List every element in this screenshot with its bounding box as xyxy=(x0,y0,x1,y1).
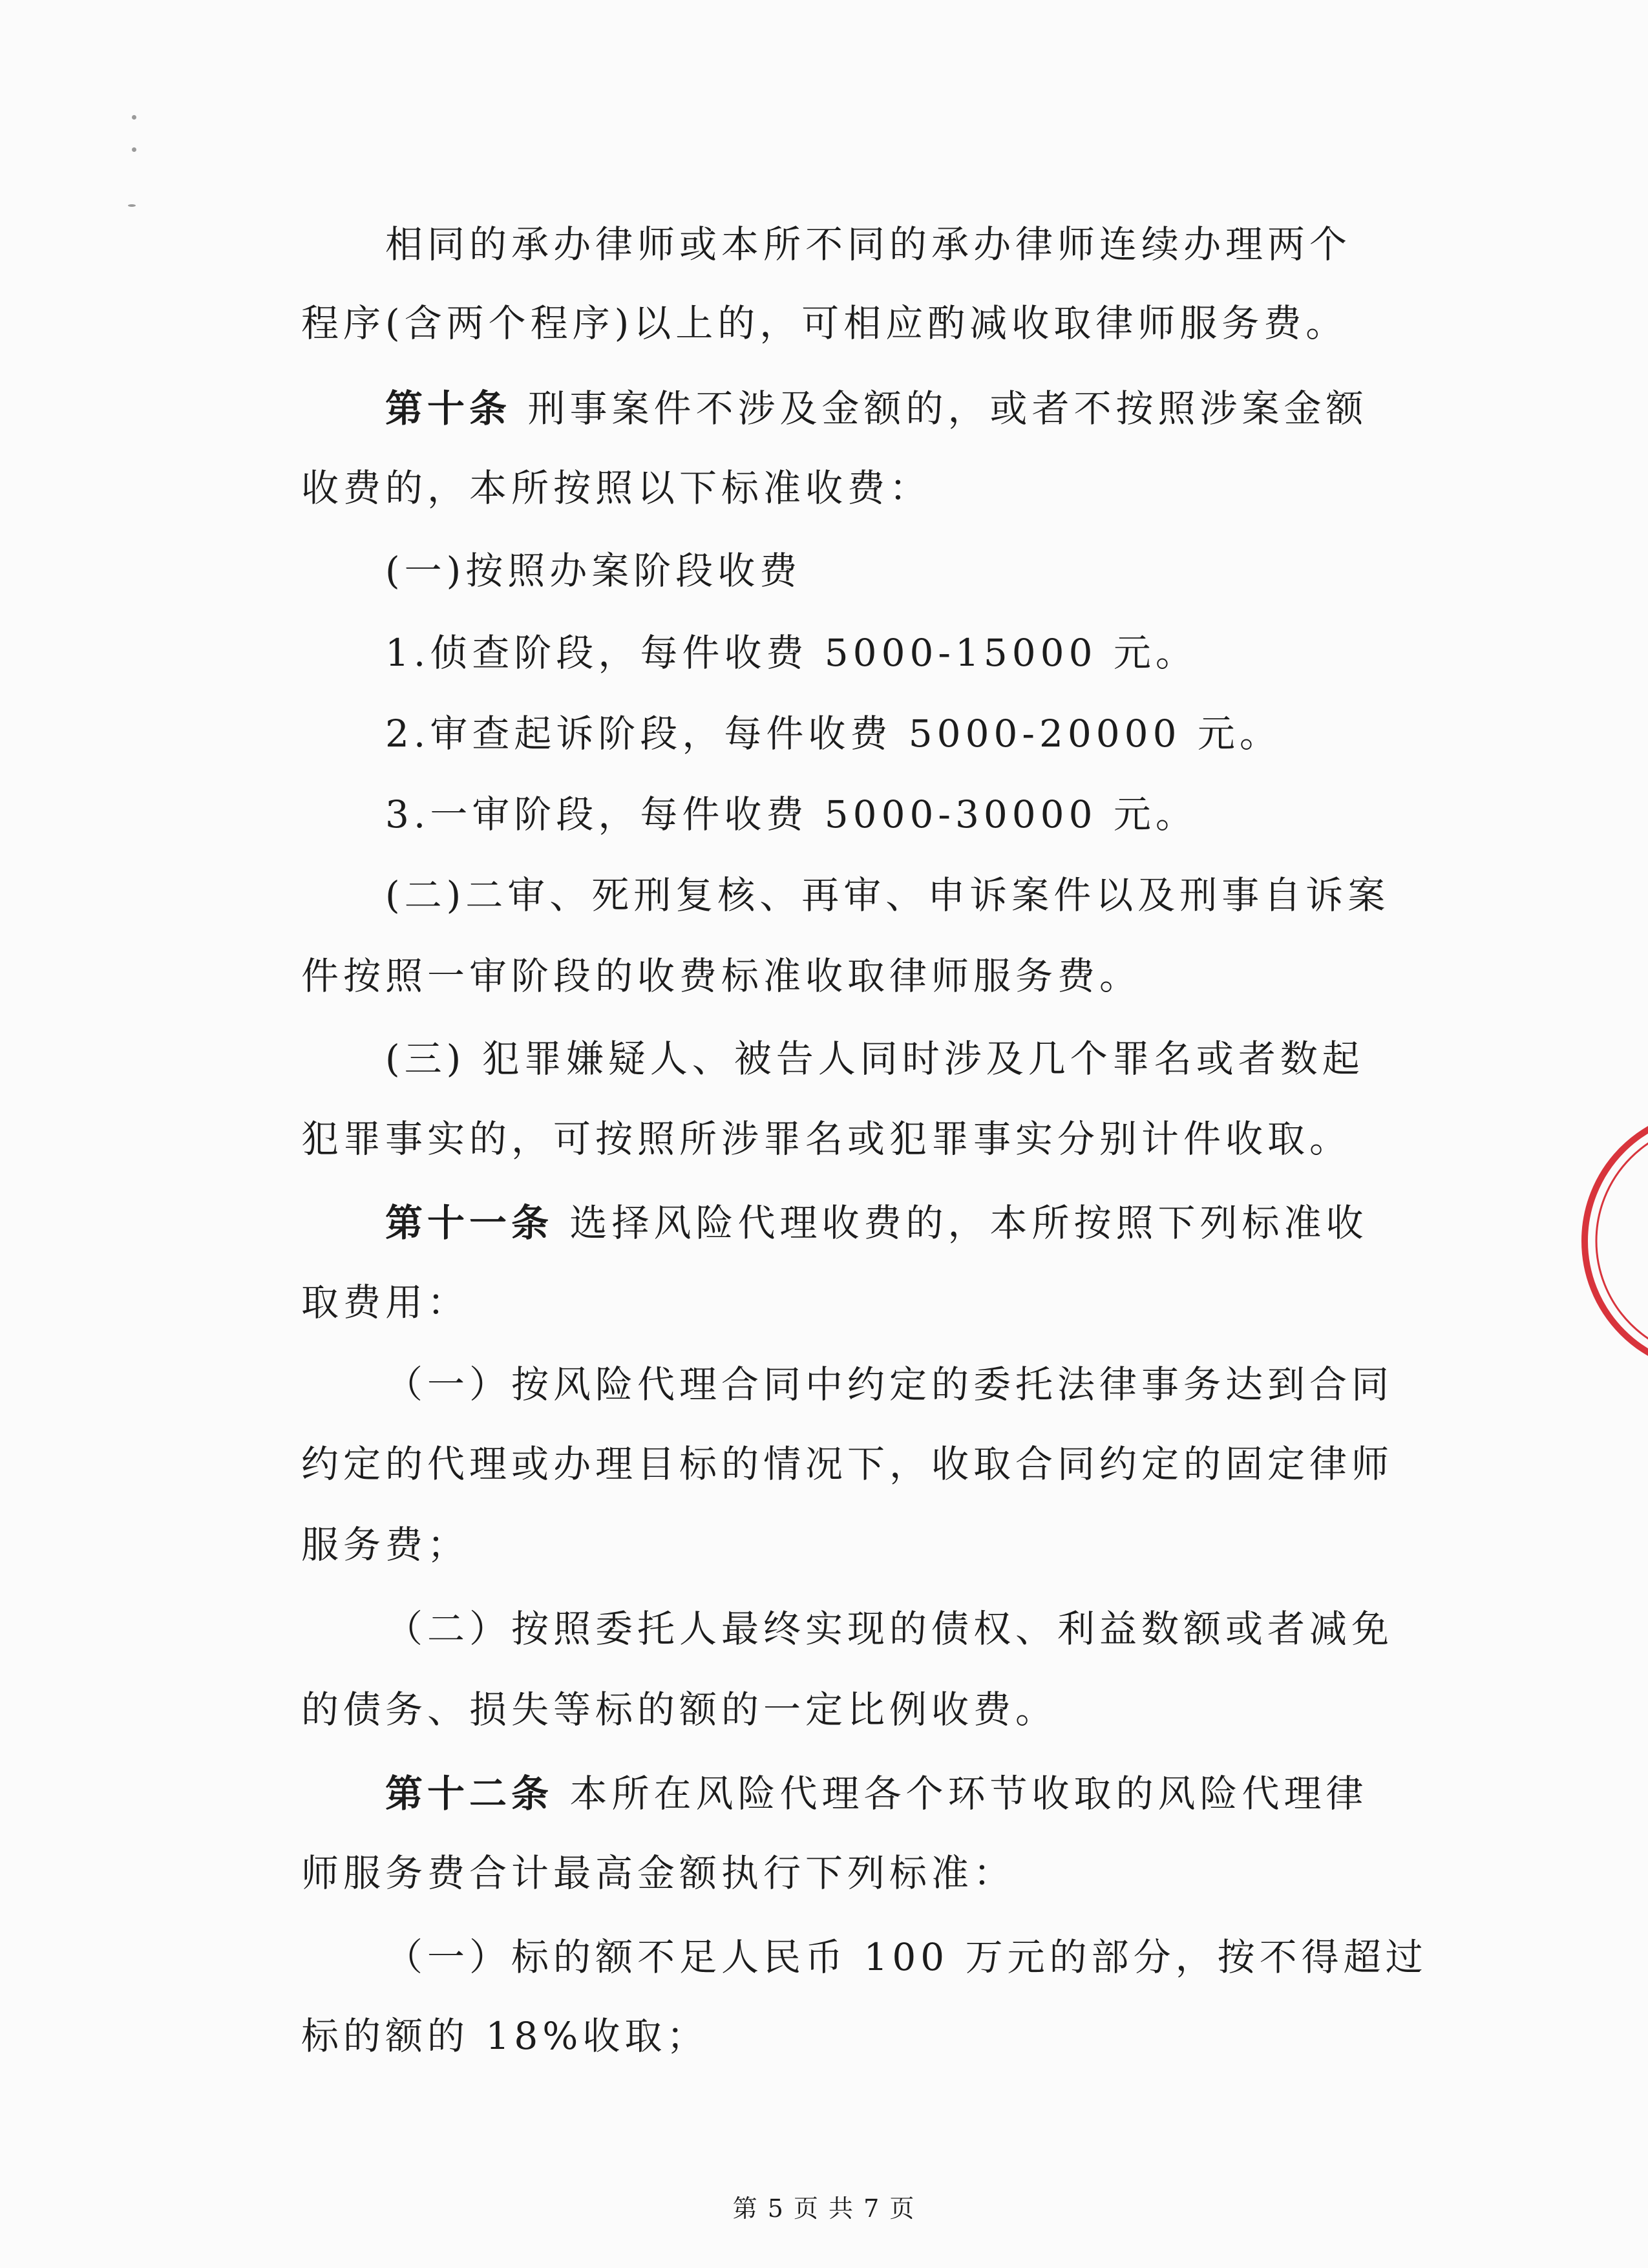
body-line-15: （一）按风险代理合同中约定的委托法律事务达到合同 xyxy=(385,1362,1394,1406)
article-12-line xyxy=(385,1768,1368,1819)
page-footer: 第 5 页 共 7 页 xyxy=(732,2194,916,2223)
body-line-18: （二）按照委托人最终实现的债权、利益数额或者减免 xyxy=(385,1607,1394,1651)
body-line-14: 取费用： xyxy=(301,1280,470,1324)
body-line-17: 服务费； xyxy=(301,1523,470,1567)
body-line-22: （一）标的额不足人民币 100 万元的部分，按不得超过 xyxy=(385,1935,1428,1979)
body-line-12: 犯罪事实的，可按照所涉罪名或犯罪事实分别计件收取。 xyxy=(301,1117,1352,1161)
body-line-16: 约定的代理或办理目标的情况下，收取合同约定的固定律师 xyxy=(301,1442,1394,1486)
body-line-10: 件按照一审阶段的收费标准收取律师服务费。 xyxy=(301,954,1142,998)
body-line-5: (一)按照办案阶段收费 xyxy=(385,549,802,593)
article-12-heading: 第十二条 xyxy=(385,1772,554,1816)
article-11-line xyxy=(385,1197,1368,1249)
body-line-8: 3.一审阶段，每件收费 5000-30000 元。 xyxy=(385,792,1198,836)
article-10-heading: 第十条 xyxy=(385,387,512,430)
article-10-text: 刑事案件不涉及金额的，或者不按照涉案金额 xyxy=(527,387,1368,430)
article-10-line xyxy=(385,383,1368,434)
body-line-2: 程序(含两个程序)以上的，可相应酌减收取律师服务费。 xyxy=(301,301,1348,345)
body-line-7: 2.审查起诉阶段，每件收费 5000-20000 元。 xyxy=(385,712,1282,756)
article-11-heading: 第十一条 xyxy=(385,1201,554,1245)
seal-stamp xyxy=(1578,1073,1648,1409)
scan-speck xyxy=(128,204,136,207)
body-line-1: 相同的承办律师或本所不同的承办律师连续办理两个 xyxy=(385,222,1352,266)
body-line-11: (三) 犯罪嫌疑人、被告人同时涉及几个罪名或者数起 xyxy=(385,1037,1364,1081)
article-11-text: 选择风险代理收费的，本所按照下列标准收 xyxy=(569,1201,1368,1245)
body-line-21: 师服务费合计最高金额执行下列标准： xyxy=(301,1851,1016,1895)
scan-speck xyxy=(132,115,136,120)
body-line-9: (二)二审、死刑复核、再审、申诉案件以及刑事自诉案 xyxy=(385,873,1390,917)
body-line-4: 收费的，本所按照以下标准收费： xyxy=(301,466,932,510)
body-line-23: 标的额的 18%收取； xyxy=(301,2014,709,2058)
scan-speck xyxy=(132,147,136,152)
article-12-text: 本所在风险代理各个环节收取的风险代理律 xyxy=(569,1772,1368,1816)
body-line-19: 的债务、损失等标的额的一定比例收费。 xyxy=(301,1688,1058,1732)
body-line-6: 1.侦查阶段，每件收费 5000-15000 元。 xyxy=(385,631,1198,675)
